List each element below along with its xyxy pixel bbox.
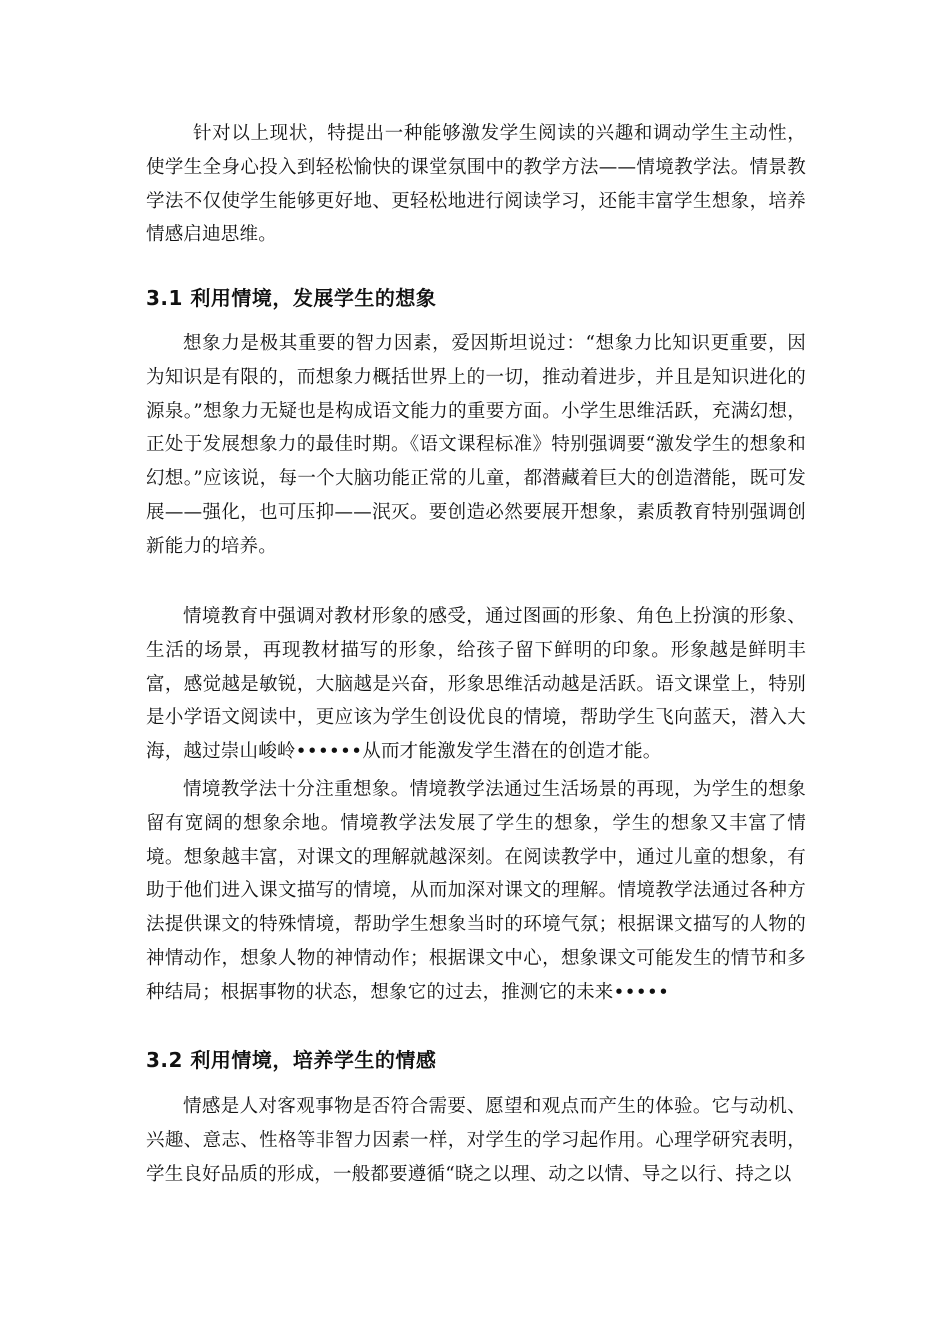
section-heading-3-2: 3.2 利用情境，培养学生的情感 bbox=[146, 1048, 437, 1072]
situation-teaching-paragraph: 情境教学法十分注重想象。情境教学法通过生活场景的再现，为学生的想象留有宽阔的想象余地。情境教学法发展了学生的想象，学生的想象又丰富了情境。想象越丰富，对课文的理解就越深刻。在阅读教学中，通过儿童的想象，有助于他们进入课文描写的情境，从而加深对课文的理解。情境教学法通过各种方法提供课文的特殊情境，帮助学生想象当时的环境气氛；根据课文描写的人物的神情动作，想象人物的神情动作；根据课文中心，想象课文可能发生的情节和多种结局；根据事物的状态，想象它的过去，推测它的未来••••• bbox=[146, 779, 806, 1003]
imagination-paragraph: 想象力是极其重要的智力因素，爱因斯坦说过：“想象力比知识更重要，因为知识是有限的，而想象力概括世界上的一切，推动着进步，并且是知识进化的源泉。”想象力无疑也是构成语文能力的重要方面。小学生思维活跃，充满幻想，正处于发展想象力的最佳时期。《语文课程标准》特别强调要“激发学生的想象和幻想。”应该说，每一个大脑功能正常的儿童，都潜藏着巨大的创造潜能，既可发展——强化，也可压抑——泯灭。要创造必然要展开想象，素质教育特别强调创新能力的培养。 bbox=[146, 333, 806, 557]
section-heading-3-1: 3.1 利用情境，发展学生的想象 bbox=[146, 286, 437, 310]
intro-paragraph: 针对以上现状，特提出一种能够激发学生阅读的兴趣和调动学生主动性，使学生全身心投入到轻松愉快的课堂氛围中的教学方法——情境教学法。情景教学法不仅使学生能够更好地、更轻松地进行阅读学习，还能丰富学生想象，培养情感启迪思维。 bbox=[146, 123, 806, 246]
emotion-paragraph: 情感是人对客观事物是否符合需要、愿望和观点而产生的体验。它与动机、兴趣、意志、性格等非智力因素一样，对学生的学习起作用。心理学研究表明，学生良好品质的形成，一般都要遵循“晓之以理、动之以情、导之以行、持之以 bbox=[146, 1096, 806, 1185]
situation-education-paragraph: 情境教育中强调对教材形象的感受，通过图画的形象、角色上扮演的形象、生活的场景，再现教材描写的形象，给孩子留下鲜明的印象。形象越是鲜明丰富，感觉越是敏锐，大脑越是兴奋，形象思维活动越是活跃。语文课堂上，特别是小学语文阅读中，更应该为学生创设优良的情境，帮助学生飞向蓝天，潜入大海，越过崇山峻岭••••••从而才能激发学生潜在的创造才能。 bbox=[146, 606, 806, 763]
